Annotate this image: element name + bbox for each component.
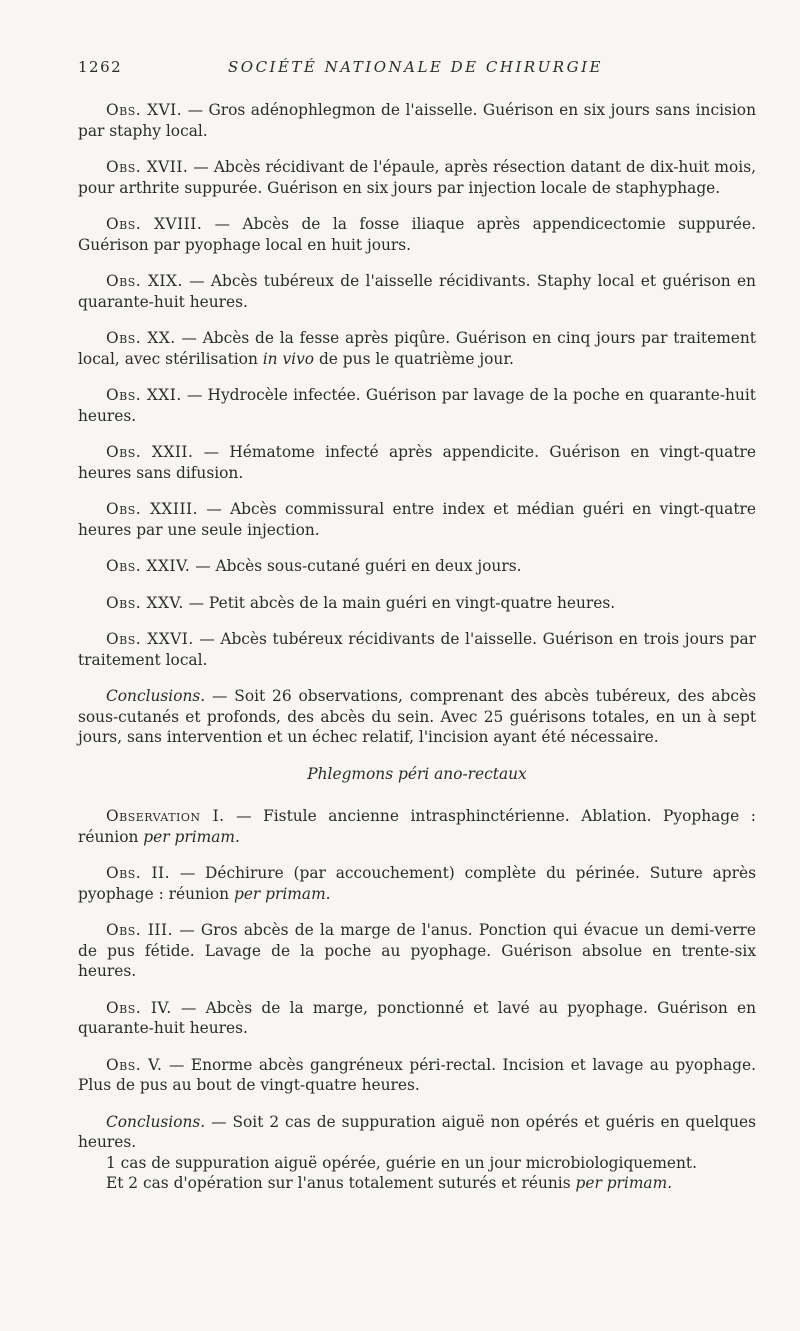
- page-header: [78, 58, 756, 82]
- obs-text: — Hydrocèle infectée. Guérison par lavage de la poche en quarante-huit heures.: [78, 386, 756, 425]
- obs-label: Obs. XXIV.: [106, 557, 191, 575]
- final-conclusions: [78, 1112, 756, 1153]
- obs-paragraph: [78, 556, 756, 577]
- obs-text: — Abcès de la fosse iliaque après appendicectomie suppurée. Guérison par pyophage local en huit jours.: [78, 215, 756, 254]
- obs-label: Obs. V.: [106, 1055, 163, 1074]
- conclusions-paragraph: [78, 686, 756, 748]
- obs-label: Obs. XVI.: [106, 101, 183, 119]
- obs-paragraph: [78, 271, 756, 312]
- final-conclusions-line2: 1 cas de suppuration aiguë opérée, guérie en un jour microbiologiquement.: [106, 1153, 698, 1172]
- obs-paragraph: [78, 806, 756, 847]
- obs-text: — Abcès commissural entre index et médian guéri en vingt-quatre heures par une seule injection.: [78, 500, 756, 539]
- conclusions-text: — Soit 26 observations, comprenant des abcès tubéreux, des abcès sous-cutanés et profonds, des abcès du sein. Avec 25 guérisons totales, en un à sept jours, sans intervention et un échec relatif, l'incision ayant été nécessaire.: [78, 687, 756, 746]
- obs-paragraph: [78, 629, 756, 670]
- obs-label: Obs. XXI.: [106, 386, 182, 404]
- conclusions-label: Conclusions.: [106, 687, 206, 705]
- final-conclusions-text: — Soit 2 cas de suppuration aiguë non opérés et guéris en quelques heures.: [78, 1112, 756, 1151]
- obs-label: Obs. XVIII.: [106, 215, 203, 233]
- obs-italic: in vivo: [262, 349, 315, 368]
- obs-label: Obs. XXII.: [106, 443, 194, 461]
- obs-label: Obs. XXV.: [106, 593, 184, 612]
- page-number: 1262: [78, 58, 123, 76]
- obs-label: Obs. XIX.: [106, 272, 183, 290]
- obs-label: Obs. XXVI.: [106, 630, 194, 648]
- obs-text-end: de pus le quatrième jour.: [314, 349, 514, 368]
- obs-label: Observation I.: [106, 807, 225, 825]
- obs-label: Obs. III.: [106, 921, 173, 939]
- obs-text: — Petit abcès de la main guéri en vingt-quatre heures.: [183, 593, 616, 612]
- obs-label: Obs. XVII.: [106, 158, 189, 176]
- final-conclusions-line3: [78, 1173, 756, 1194]
- obs-text: — Hématome infecté après appendicite. Guérison en vingt-quatre heures sans difusion.: [78, 443, 756, 482]
- obs-label: Obs. IV.: [106, 998, 172, 1017]
- obs-text: — Abcès tubéreux récidivants de l'aisselle. Guérison en trois jours par traitement local.: [78, 630, 756, 669]
- obs-text: — Déchirure (par accouchement) complète du périnée. Suture après pyophage : réunion: [78, 864, 756, 903]
- obs-paragraph: [78, 863, 756, 904]
- obs-text: — Abcès de la marge, ponctionné et lavé au pyophage. Guérison en quarante-huit heures.: [78, 998, 756, 1037]
- obs-text: — Enorme abcès gangréneux péri-rectal. Incision et lavage au pyophage. Plus de pus au bout de vingt-quatre heures.: [78, 1055, 756, 1094]
- running-title: SOCIÉTÉ NATIONALE DE CHIRURGIE: [228, 58, 603, 76]
- obs-paragraph: [78, 100, 756, 141]
- obs-text: — Abcès récidivant de l'épaule, après résection datant de dix-huit mois, pour arthrite suppurée. Guérison en six jours par injection locale de staphyphage.: [78, 158, 756, 197]
- obs-paragraph: [78, 499, 756, 540]
- obs-text: — Abcès de la fesse après piqûre. Guérison en cinq jours par traitement local, avec stérilisation: [78, 329, 756, 368]
- obs-italic: per primam.: [233, 884, 331, 903]
- final-line3-italic: per primam.: [575, 1174, 673, 1192]
- obs-italic: per primam.: [143, 827, 240, 846]
- obs-paragraph: [78, 593, 756, 614]
- obs-text: — Abcès tubéreux de l'aisselle récidivants. Staphy local et guérison en quarante-huit heures.: [78, 272, 756, 311]
- obs-text: — Gros adénophlegmon de l'aisselle. Guérison en six jours sans incision par staphy local.: [78, 101, 756, 140]
- obs-paragraph: [78, 157, 756, 198]
- obs-paragraph: [78, 998, 756, 1039]
- obs-paragraph: [78, 214, 756, 255]
- obs-paragraph: [78, 920, 756, 982]
- obs-text: — Gros abcès de la marge de l'anus. Ponction qui évacue un demi-verre de pus fétide. Lavage de la poche au pyophage. Guérison absolue en trente-six heures.: [78, 921, 756, 980]
- section-title: Phlegmons péri ano-rectaux: [307, 764, 527, 783]
- obs-paragraph: [78, 328, 756, 369]
- obs-paragraph: [78, 385, 756, 426]
- final-line3-text: Et 2 cas d'opération sur l'anus totalement suturés et réunis: [106, 1174, 576, 1192]
- obs-paragraph: [78, 1055, 756, 1096]
- obs-paragraph: [78, 442, 756, 483]
- final-conclusions-label: Conclusions.: [106, 1112, 206, 1131]
- obs-label: Obs. XX.: [106, 329, 176, 347]
- page-body: [78, 100, 756, 1194]
- obs-text: — Fistule ancienne intrasphinctérienne. Ablation. Pyophage : réunion: [78, 807, 756, 846]
- obs-label: Obs. XXIII.: [106, 500, 199, 518]
- obs-text: — Abcès sous-cutané guéri en deux jours.: [190, 557, 522, 575]
- obs-label: Obs. II.: [106, 864, 171, 882]
